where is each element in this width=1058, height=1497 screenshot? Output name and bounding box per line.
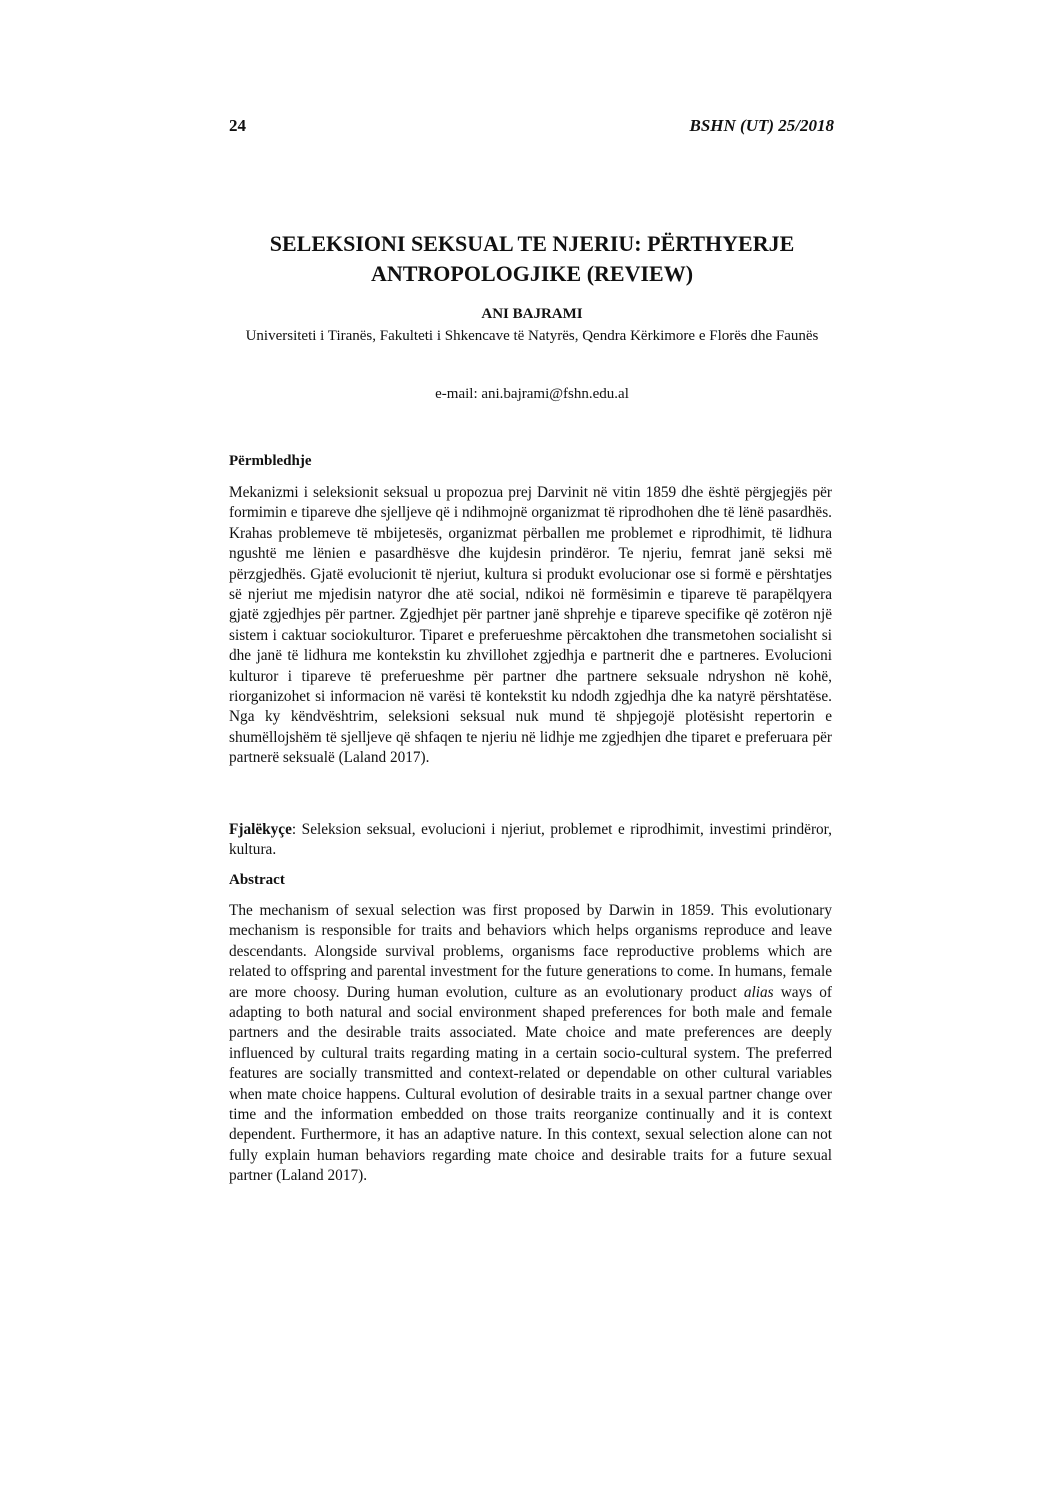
journal-reference: BSHN (UT) 25/2018 xyxy=(689,116,834,135)
abstract-paragraph xyxy=(229,901,832,1187)
author-affiliation: Universiteti i Tiranës, Fakulteti i Shkencave të Natyrës, Qendra Kërkimore e Florës dhe Faunës xyxy=(245,328,819,344)
page-number: 24 xyxy=(229,116,246,135)
author-name: ANI BAJRAMI xyxy=(481,306,583,322)
summary-paragraph: Mekanizmi i seleksionit seksual u propozua prej Darvinit në vitin 1859 dhe është përgjegjës për formimin e tipareve dhe sjelljeve që i ndihmojnë organizmat të riprodhohen dhe të lënë pasardhës. Krahas problemeve të mbijetesës, organizmat përballen me problemet e riprodhimit, të lidhura ngushtë me lënien e pasardhësve dhe kujdesin prindëror. Te njeriu, femrat janë seksi më përzgjedhës. Gjatë evolucionit të njeriut, kultura si produkt evolucionar ose si formë e përshtatjes së njeriut me mjedisin natyror dhe atë social, ndikoi në formësimin e tipareve të parapëlqyera gjatë zgjedhjes për partner. Zgjedhjet për partner janë shprehje e tipareve specifike që zotëron një sistem i caktuar sociokulturor. Tiparet e preferueshme përcaktohen dhe transmetohen socialisht si dhe janë të lidhura me kontekstin ku zhvillohet zgjedhja e partnerit dhe e partneres. Evolucioni kulturor i tipareve të preferueshme për partner dhe partnere seksuale ndryshon në kohë, riorganizohet si informacion në varësi të kontekstit ku ndodh zgjedhja dhe ka natyrë përshtatëse. Nga ky këndvështrim, seleksioni seksual nuk mund të shpjegojë plotësisht repertorin e shumëllojshëm të sjelljeve që shfaqen te njeriu në lidhje me zgjedhjen dhe tiparet e preferuara për partnerë seksualë (Laland 2017). xyxy=(229,484,832,767)
keywords-list: : Seleksion seksual, evolucioni i njeriut, problemet e riprodhimit, investimi prindëror, kultura. xyxy=(229,821,832,859)
author-email: e-mail: ani.bajrami@fshn.edu.al xyxy=(435,386,629,402)
abstract-italic-word: alias xyxy=(743,983,774,1001)
abstract-heading: Abstract xyxy=(229,872,285,888)
abstract-text-part-1: The mechanism of sexual selection was first proposed by Darwin in 1859. This evolutionary mechanism is responsible for traits and behaviors which helps organisms reproduce and leave descendants. Alongside survival problems, organisms face reproductive problems which are related to offspring and parental investment for the future generations to come. In humans, female are more choosy. During human evolution, culture as an evolutionary product xyxy=(229,902,832,1001)
summary-heading: Përmbledhje xyxy=(229,453,312,469)
abstract-text-part-2: ways of adapting to both natural and social environment shaped preferences for both male and female partners and the desirable traits associated. Mate choice and mate preferences are deeply influenced by cultural traits regarding mating in a certain socio-cultural system. The preferred features are socially transmitted and context-related or dependable on other cultural variables when mate choice happens. Cultural evolution of desirable traits in a sexual partner change over time and the information embedded on those traits reorganize continually and it is context dependent. Furthermore, it has an adaptive nature. In this context, sexual selection alone can not fully explain human behaviors regarding mate choice and desirable traits for a future sexual partner (Laland 2017). xyxy=(229,983,832,1185)
article-title: SELEKSIONI SEKSUAL TE NJERIU: PËRTHYERJE ANTROPOLOGJIKE (REVIEW) xyxy=(269,231,795,286)
keywords-label: Fjalëkyçe xyxy=(229,821,292,838)
keywords-paragraph xyxy=(229,820,832,861)
